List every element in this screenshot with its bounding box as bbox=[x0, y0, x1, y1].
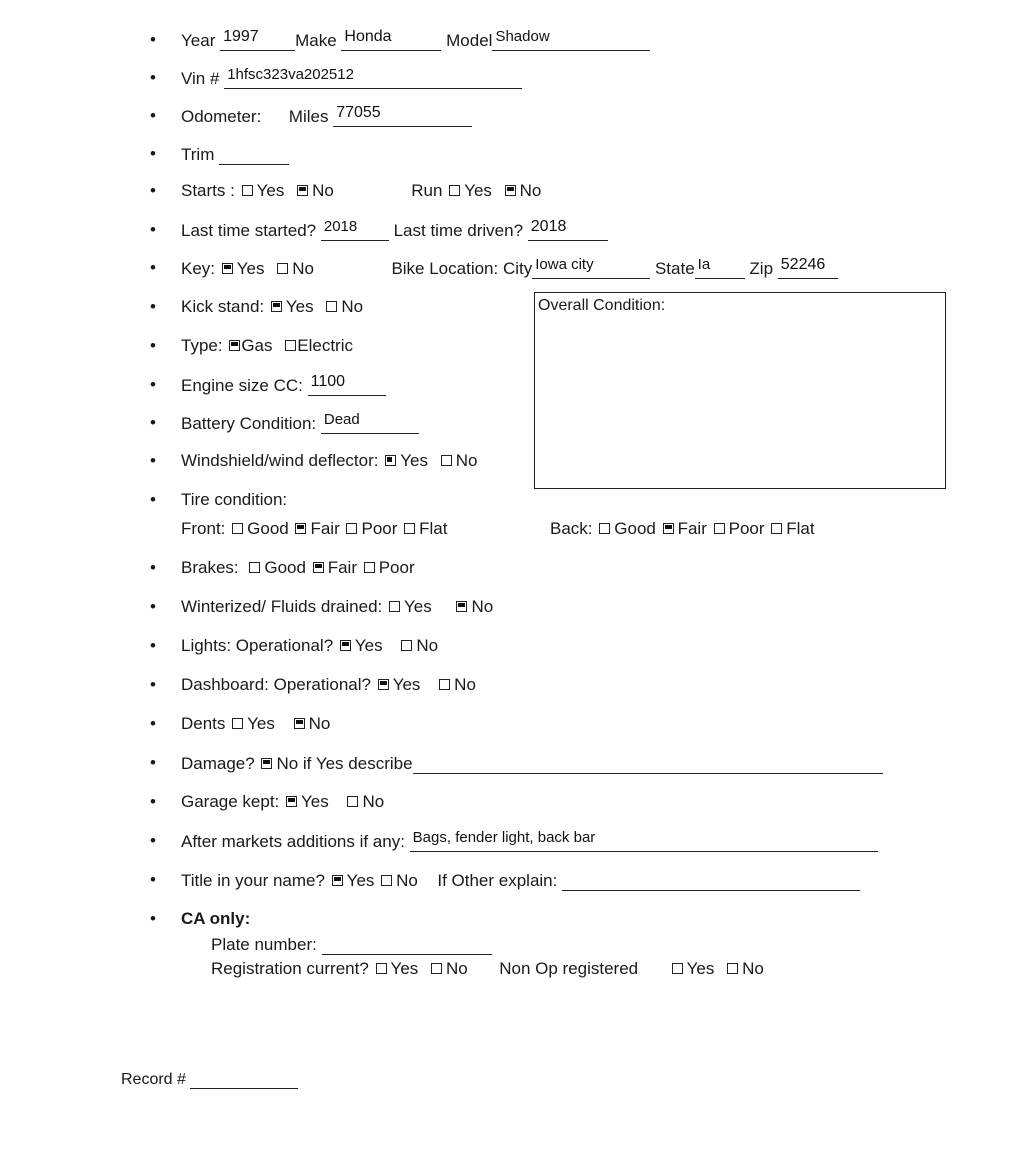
title-no-label: No bbox=[396, 871, 418, 890]
garage-no-label: No bbox=[362, 792, 385, 811]
last-driven-label: Last time driven? bbox=[393, 221, 524, 240]
other-label: If Other explain: bbox=[437, 871, 558, 890]
bullet-icon: • bbox=[150, 106, 156, 125]
front-fair-label: Fair bbox=[310, 519, 340, 538]
bullet-icon: • bbox=[150, 413, 156, 432]
back-poor-label: Poor bbox=[728, 519, 765, 538]
run-yes-checkbox[interactable] bbox=[449, 185, 460, 196]
type-electric-label: Electric bbox=[297, 336, 353, 355]
row-registration bbox=[211, 959, 764, 979]
lights-yes-label: Yes bbox=[354, 636, 383, 655]
bullet-icon: • bbox=[150, 753, 156, 772]
key-yes-label: Yes bbox=[236, 259, 265, 278]
bullet-icon: • bbox=[150, 909, 156, 928]
back-poor-checkbox[interactable] bbox=[714, 523, 725, 534]
brakes-poor-checkbox[interactable] bbox=[364, 562, 375, 573]
brakes-fair-checkbox[interactable] bbox=[313, 562, 324, 573]
kick-yes-label: Yes bbox=[285, 297, 314, 316]
make-label: Make bbox=[295, 31, 337, 50]
damage-no-checkbox[interactable] bbox=[261, 758, 272, 769]
winter-no-checkbox[interactable] bbox=[456, 601, 467, 612]
lights-no-label: No bbox=[416, 636, 439, 655]
dash-yes-label: Yes bbox=[392, 675, 421, 694]
row-tire-front bbox=[181, 519, 447, 539]
location-label: Bike Location: City bbox=[391, 259, 533, 278]
windshield-no-checkbox[interactable] bbox=[441, 455, 452, 466]
damage-description-field[interactable] bbox=[413, 753, 883, 774]
vin-label: Vin # bbox=[181, 69, 220, 88]
starts-no-label: No bbox=[312, 181, 334, 200]
front-poor-checkbox[interactable] bbox=[346, 523, 357, 534]
bullet-icon: • bbox=[150, 792, 156, 811]
front-flat-label: Flat bbox=[419, 519, 448, 538]
bullet-icon: • bbox=[150, 258, 156, 277]
windshield-yes-checkbox[interactable] bbox=[385, 455, 396, 466]
key-no-label: No bbox=[292, 259, 314, 278]
back-fair-label: Fair bbox=[677, 519, 707, 538]
lights-label: Lights: Operational? bbox=[181, 636, 334, 655]
type-electric-checkbox[interactable] bbox=[285, 340, 296, 351]
bullet-icon: • bbox=[150, 220, 156, 239]
starts-yes-label: Yes bbox=[256, 181, 285, 200]
overall-condition-label: Overall Condition: bbox=[538, 297, 666, 314]
dash-yes-checkbox[interactable] bbox=[378, 679, 389, 690]
dents-no-checkbox[interactable] bbox=[294, 718, 305, 729]
row-record bbox=[121, 1068, 298, 1089]
winter-no-label: No bbox=[471, 597, 494, 616]
bullet-icon: • bbox=[150, 558, 156, 577]
dents-no-label: No bbox=[308, 714, 331, 733]
zip-label: Zip bbox=[749, 259, 774, 278]
front-good-checkbox[interactable] bbox=[232, 523, 243, 534]
bullet-icon: • bbox=[150, 375, 156, 394]
nonop-no-label: No bbox=[742, 959, 764, 978]
odometer-label: Odometer: bbox=[181, 107, 262, 126]
type-gas-label: Gas bbox=[241, 336, 273, 355]
aftermarket-label: After markets additions if any: bbox=[181, 832, 405, 851]
bullet-icon: • bbox=[150, 636, 156, 655]
bullet-icon: • bbox=[150, 144, 156, 163]
bullet-icon: • bbox=[150, 831, 156, 850]
dash-label: Dashboard: Operational? bbox=[181, 675, 371, 694]
bullet-icon: • bbox=[150, 68, 156, 87]
reg-yes-label: Yes bbox=[390, 959, 419, 978]
kick-yes-checkbox[interactable] bbox=[271, 301, 282, 312]
vin-field[interactable]: 1hfsc323va202512 bbox=[224, 68, 522, 89]
title-yes-checkbox[interactable] bbox=[332, 875, 343, 886]
miles-field[interactable]: 77055 bbox=[333, 106, 472, 127]
winter-yes-label: Yes bbox=[404, 597, 432, 616]
damage-no-text: No if Yes describe bbox=[276, 754, 413, 773]
front-fair-checkbox[interactable] bbox=[295, 523, 306, 534]
row-tire-back bbox=[550, 519, 815, 539]
back-label: Back: bbox=[550, 519, 593, 538]
last-driven-field[interactable]: 2018 bbox=[528, 220, 608, 241]
bullet-icon: • bbox=[150, 451, 156, 470]
overall-condition-box[interactable] bbox=[534, 292, 946, 489]
tire-label: Tire condition: bbox=[181, 490, 288, 509]
brakes-fair-label: Fair bbox=[327, 558, 357, 577]
back-flat-label: Flat bbox=[786, 519, 815, 538]
miles-label: Miles bbox=[288, 107, 329, 126]
garage-no-checkbox[interactable] bbox=[347, 796, 358, 807]
bullet-icon: • bbox=[150, 870, 156, 889]
plate-label: Plate number: bbox=[211, 935, 317, 954]
dents-yes-label: Yes bbox=[247, 714, 275, 733]
winter-yes-checkbox[interactable] bbox=[389, 601, 400, 612]
brakes-label: Brakes: bbox=[181, 558, 239, 577]
run-no-checkbox[interactable] bbox=[505, 185, 516, 196]
dents-label: Dents bbox=[181, 714, 226, 733]
lights-yes-checkbox[interactable] bbox=[340, 640, 351, 651]
garage-yes-label: Yes bbox=[301, 792, 329, 811]
bullet-icon: • bbox=[150, 30, 156, 49]
bullet-icon: • bbox=[150, 490, 156, 509]
key-yes-checkbox[interactable] bbox=[222, 263, 233, 274]
record-label: Record # bbox=[121, 1071, 186, 1088]
nonop-no-checkbox[interactable] bbox=[727, 963, 738, 974]
dash-no-checkbox[interactable] bbox=[439, 679, 450, 690]
battery-field[interactable]: Dead bbox=[321, 413, 419, 434]
reg-yes-checkbox[interactable] bbox=[376, 963, 387, 974]
lights-no-checkbox[interactable] bbox=[401, 640, 412, 651]
nonop-yes-checkbox[interactable] bbox=[672, 963, 683, 974]
other-explain-field[interactable] bbox=[562, 870, 860, 891]
aftermarket-field[interactable]: Bags, fender light, back bar bbox=[410, 831, 878, 852]
engine-field[interactable]: 1100 bbox=[308, 375, 386, 396]
type-gas-checkbox[interactable] bbox=[229, 340, 240, 351]
brakes-poor-label: Poor bbox=[378, 558, 415, 577]
run-label: Run bbox=[411, 181, 443, 200]
damage-label: Damage? bbox=[181, 754, 255, 773]
make-field[interactable]: Honda bbox=[341, 30, 441, 51]
windshield-no-label: No bbox=[455, 451, 478, 470]
front-poor-label: Poor bbox=[361, 519, 398, 538]
bullet-icon: • bbox=[150, 297, 156, 316]
bullet-icon: • bbox=[150, 714, 156, 733]
bullet-icon: • bbox=[150, 675, 156, 694]
bullet-icon: • bbox=[150, 597, 156, 616]
last-started-label: Last time started? bbox=[181, 221, 317, 240]
city-field[interactable]: Iowa city bbox=[532, 258, 650, 279]
type-label: Type: bbox=[181, 336, 223, 355]
year-field[interactable]: 1997 bbox=[220, 30, 295, 51]
front-flat-checkbox[interactable] bbox=[404, 523, 415, 534]
title-label: Title in your name? bbox=[181, 871, 325, 890]
record-field[interactable] bbox=[190, 1068, 298, 1089]
model-field[interactable]: Shadow bbox=[492, 30, 650, 51]
back-good-checkbox[interactable] bbox=[599, 523, 610, 534]
last-started-field[interactable]: 2018 bbox=[321, 220, 389, 241]
brakes-good-checkbox[interactable] bbox=[249, 562, 260, 573]
windshield-yes-label: Yes bbox=[400, 451, 428, 470]
reg-label: Registration current? bbox=[211, 959, 369, 978]
state-field[interactable]: Ia bbox=[695, 258, 745, 279]
brakes-good-label: Good bbox=[264, 558, 306, 577]
nonop-label: Non Op registered bbox=[499, 959, 639, 978]
dents-yes-checkbox[interactable] bbox=[232, 718, 243, 729]
bullet-icon: • bbox=[150, 181, 156, 200]
ca-only-label: CA only: bbox=[181, 909, 251, 928]
back-flat-checkbox[interactable] bbox=[771, 523, 782, 534]
garage-label: Garage kept: bbox=[181, 792, 280, 811]
windshield-label: Windshield/wind deflector: bbox=[181, 451, 379, 470]
engine-label: Engine size CC: bbox=[181, 376, 303, 395]
key-label: Key: bbox=[181, 259, 216, 278]
back-good-label: Good bbox=[614, 519, 656, 538]
trim-field[interactable] bbox=[219, 144, 289, 165]
battery-label: Battery Condition: bbox=[181, 414, 317, 433]
bullet-icon: • bbox=[150, 336, 156, 355]
plate-field[interactable] bbox=[322, 934, 492, 955]
starts-label: Starts : bbox=[181, 181, 235, 200]
run-yes-label: Yes bbox=[464, 181, 492, 200]
kick-no-checkbox[interactable] bbox=[326, 301, 337, 312]
key-no-checkbox[interactable] bbox=[277, 263, 288, 274]
winter-label: Winterized/ Fluids drained: bbox=[181, 597, 383, 616]
row-plate bbox=[211, 934, 492, 955]
back-fair-checkbox[interactable] bbox=[663, 523, 674, 534]
starts-yes-checkbox[interactable] bbox=[242, 185, 253, 196]
starts-no-checkbox[interactable] bbox=[297, 185, 308, 196]
model-label: Model bbox=[446, 31, 493, 50]
reg-no-label: No bbox=[446, 959, 468, 978]
dash-no-label: No bbox=[454, 675, 476, 694]
trim-label: Trim bbox=[181, 145, 215, 164]
nonop-yes-label: Yes bbox=[686, 959, 715, 978]
front-good-label: Good bbox=[247, 519, 289, 538]
title-yes-label: Yes bbox=[346, 871, 375, 890]
front-label: Front: bbox=[181, 519, 226, 538]
title-no-checkbox[interactable] bbox=[381, 875, 392, 886]
run-no-label: No bbox=[519, 181, 542, 200]
garage-yes-checkbox[interactable] bbox=[286, 796, 297, 807]
kick-no-label: No bbox=[341, 297, 364, 316]
state-label: State bbox=[654, 259, 695, 278]
zip-field[interactable]: 52246 bbox=[778, 258, 838, 279]
year-label: Year bbox=[181, 31, 216, 50]
kick-label: Kick stand: bbox=[181, 297, 265, 316]
reg-no-checkbox[interactable] bbox=[431, 963, 442, 974]
